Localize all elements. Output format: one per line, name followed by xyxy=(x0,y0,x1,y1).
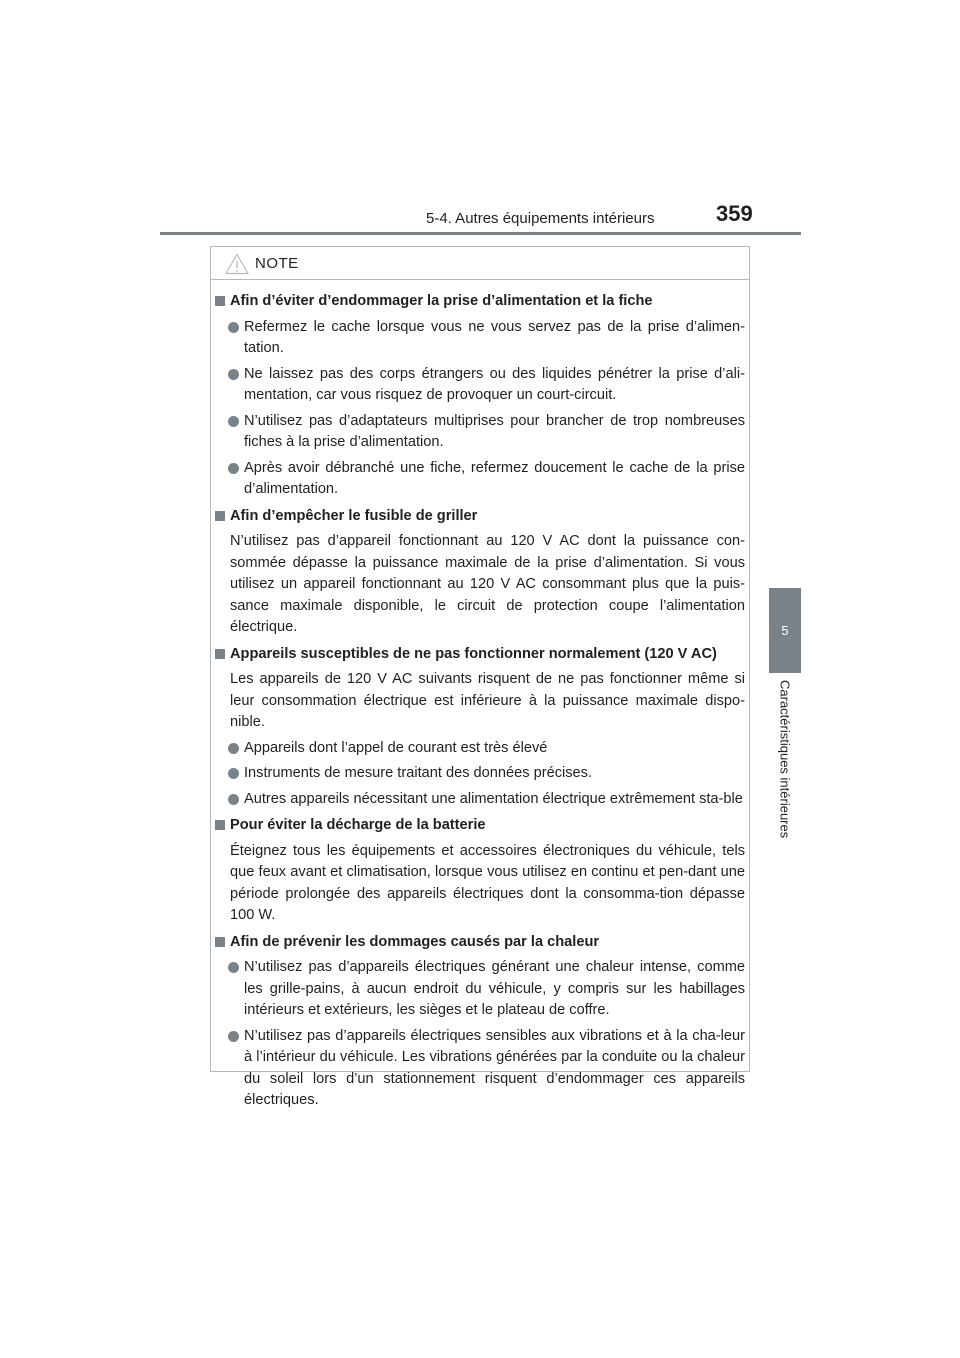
page-number: 359 xyxy=(716,201,753,226)
circle-bullet-icon xyxy=(228,768,239,779)
note-box xyxy=(210,246,750,1108)
list-item: Instruments de mesure traitant des données précises. xyxy=(215,763,745,785)
circle-bullet-icon xyxy=(228,794,239,805)
square-bullet-icon xyxy=(215,937,225,947)
square-bullet-icon xyxy=(215,296,225,306)
section-heading: Afin d’éviter d’endommager la prise d’alimentation et la fiche xyxy=(215,291,745,313)
chapter-label-container xyxy=(770,680,800,870)
section-heading: Pour éviter la décharge de la batterie xyxy=(215,815,745,837)
circle-bullet-icon xyxy=(228,416,239,427)
square-bullet-icon xyxy=(215,649,225,659)
section-paragraph: Les appareils de 120 V AC suivants risquent de ne pas fonctionner même si leur consommation électrique est inférieure à la puissance maximale dispo-nible. xyxy=(230,671,745,730)
list-item: Refermez le cache lorsque vous ne vous servez pas de la prise d’alimen-tation. xyxy=(215,317,745,360)
circle-bullet-icon xyxy=(228,463,239,474)
header-divider xyxy=(160,232,801,235)
note-title: NOTE xyxy=(255,255,299,272)
section-heading: Appareils susceptibles de ne pas fonctionner normalement (120 V AC) xyxy=(215,644,745,666)
list-item: N’utilisez pas d’appareils électriques générant une chaleur intense, comme les grille-pains, à aucun endroit du véhicule, y compris sur les habillages intérieurs et extérieurs, les sièges et le plateau de coffre. xyxy=(215,957,745,1022)
list-item: Après avoir débranché une fiche, refermez doucement le cache de la prise d’alimentation. xyxy=(215,458,745,501)
section-heading: Afin d’empêcher le fusible de griller xyxy=(215,506,745,528)
circle-bullet-icon xyxy=(228,369,239,380)
section-paragraph: Éteignez tous les équipements et accessoires électroniques du véhicule, tels que feux avant et climatisation, lorsque vous utilisez en continu et pen-dant une période prolongée des appareils électriques dont la consomma-tion dépasse 100 W. xyxy=(230,842,745,923)
list-item: Autres appareils nécessitant une alimentation électrique extrêmement sta-ble xyxy=(215,789,745,811)
chapter-number: 5 xyxy=(781,623,789,638)
note-header xyxy=(211,247,749,280)
warning-triangle-icon xyxy=(225,253,249,275)
circle-bullet-icon xyxy=(228,962,239,973)
section-paragraph: N’utilisez pas d’appareil fonctionnant au 120 V AC dont la puissance con-sommée dépasse la puissance maximale de la prise d’alimentation. Si vous utilisez un appareil fonctionnant au 120 V AC consommant plus que la puis-sance maximale disponible, le circuit de protection coupe l’alimentation électrique. xyxy=(230,533,745,635)
chapter-label: Caractéristiques intérieures xyxy=(777,680,793,839)
note-content xyxy=(215,291,745,1112)
square-bullet-icon xyxy=(215,820,225,830)
circle-bullet-icon xyxy=(228,322,239,333)
list-item: N’utilisez pas d’adaptateurs multiprises pour brancher de trop nombreuses fiches à la prise d’alimentation. xyxy=(215,411,745,454)
square-bullet-icon xyxy=(215,511,225,521)
circle-bullet-icon xyxy=(228,1031,239,1042)
section-heading: Afin de prévenir les dommages causés par la chaleur xyxy=(215,932,745,954)
list-item: N’utilisez pas d’appareils électriques sensibles aux vibrations et à la cha-leur à l’intérieur du véhicule. Les vibrations générées par la conduite ou la chaleur du soleil lors d’un stationnement risquent d’endommager ces appareils électriques. xyxy=(215,1026,745,1112)
list-item: Appareils dont l’appel de courant est très élevé xyxy=(215,738,745,760)
list-item: Ne laissez pas des corps étrangers ou des liquides pénétrer la prise d’ali-mentation, car vous risquez de provoquer un court-circuit. xyxy=(215,364,745,407)
section-title: 5-4. Autres équipements intérieurs xyxy=(426,210,655,227)
circle-bullet-icon xyxy=(228,743,239,754)
chapter-tab xyxy=(769,588,801,673)
